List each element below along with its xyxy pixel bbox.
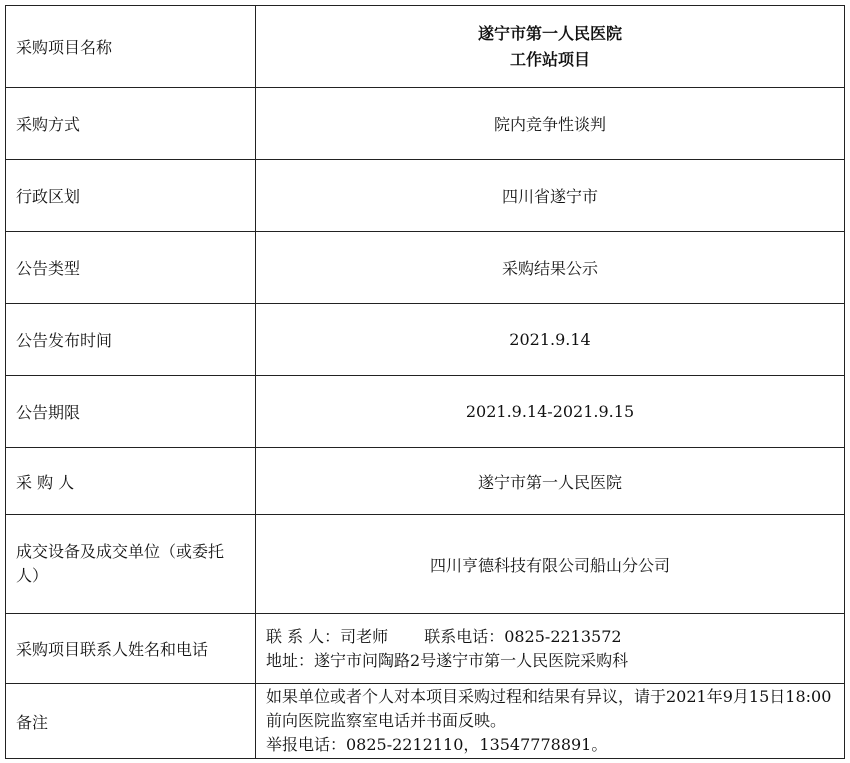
table-row xyxy=(6,6,845,88)
row-label: 公告期限 xyxy=(6,376,256,448)
table-row xyxy=(6,684,845,759)
procurement-info-table xyxy=(5,5,845,759)
table-row xyxy=(6,376,845,448)
procurement-notice-document xyxy=(5,5,845,758)
project-name-line-2: 工作站项目 xyxy=(509,49,590,69)
remarks xyxy=(256,684,845,759)
row-label: 成交设备及成交单位（或委托人） xyxy=(6,515,256,614)
table-row xyxy=(6,515,845,614)
table-row xyxy=(6,614,845,684)
row-label: 采购项目联系人姓名和电话 xyxy=(6,614,256,684)
remark-report-phone: 举报电话：0825-2212110，13547778891。 xyxy=(266,735,608,754)
contact-address: 地址：遂宁市问陶路2号遂宁市第一人民医院采购科 xyxy=(266,650,629,670)
row-label: 公告发布时间 xyxy=(6,304,256,376)
row-value: 遂宁市第一人民医院 xyxy=(256,448,845,515)
row-label: 备注 xyxy=(6,684,256,759)
table-row xyxy=(6,448,845,515)
project-name-line-1: 遂宁市第一人民医院 xyxy=(477,23,622,43)
row-label: 行政区划 xyxy=(6,160,256,232)
row-label: 采 购 人 xyxy=(6,448,256,515)
row-label: 公告类型 xyxy=(6,232,256,304)
table-row xyxy=(6,232,845,304)
contact-phone: 联系电话：0825-2213572 xyxy=(424,626,622,646)
contact-line xyxy=(266,625,834,649)
table-row xyxy=(6,88,845,160)
table-row xyxy=(6,304,845,376)
row-value: 四川亨德科技有限公司船山分公司 xyxy=(256,515,845,614)
contact-info xyxy=(256,614,845,684)
row-value: 2021.9.14-2021.9.15 xyxy=(256,376,845,448)
remark-objection-note: 如果单位或者个人对本项目采购过程和结果有异议，请于2021年9月15日18:00前向医院监察室电话并书面反映。 xyxy=(266,687,832,730)
row-label: 采购项目名称 xyxy=(6,6,256,88)
table-row xyxy=(6,160,845,232)
row-value: 四川省遂宁市 xyxy=(256,160,845,232)
row-value: 采购结果公示 xyxy=(256,232,845,304)
row-label: 采购方式 xyxy=(6,88,256,160)
row-value: 院内竞争性谈判 xyxy=(256,88,845,160)
row-value: 2021.9.14 xyxy=(256,304,845,376)
row-value xyxy=(256,6,845,88)
contact-person: 联 系 人：司老师 xyxy=(266,626,389,646)
